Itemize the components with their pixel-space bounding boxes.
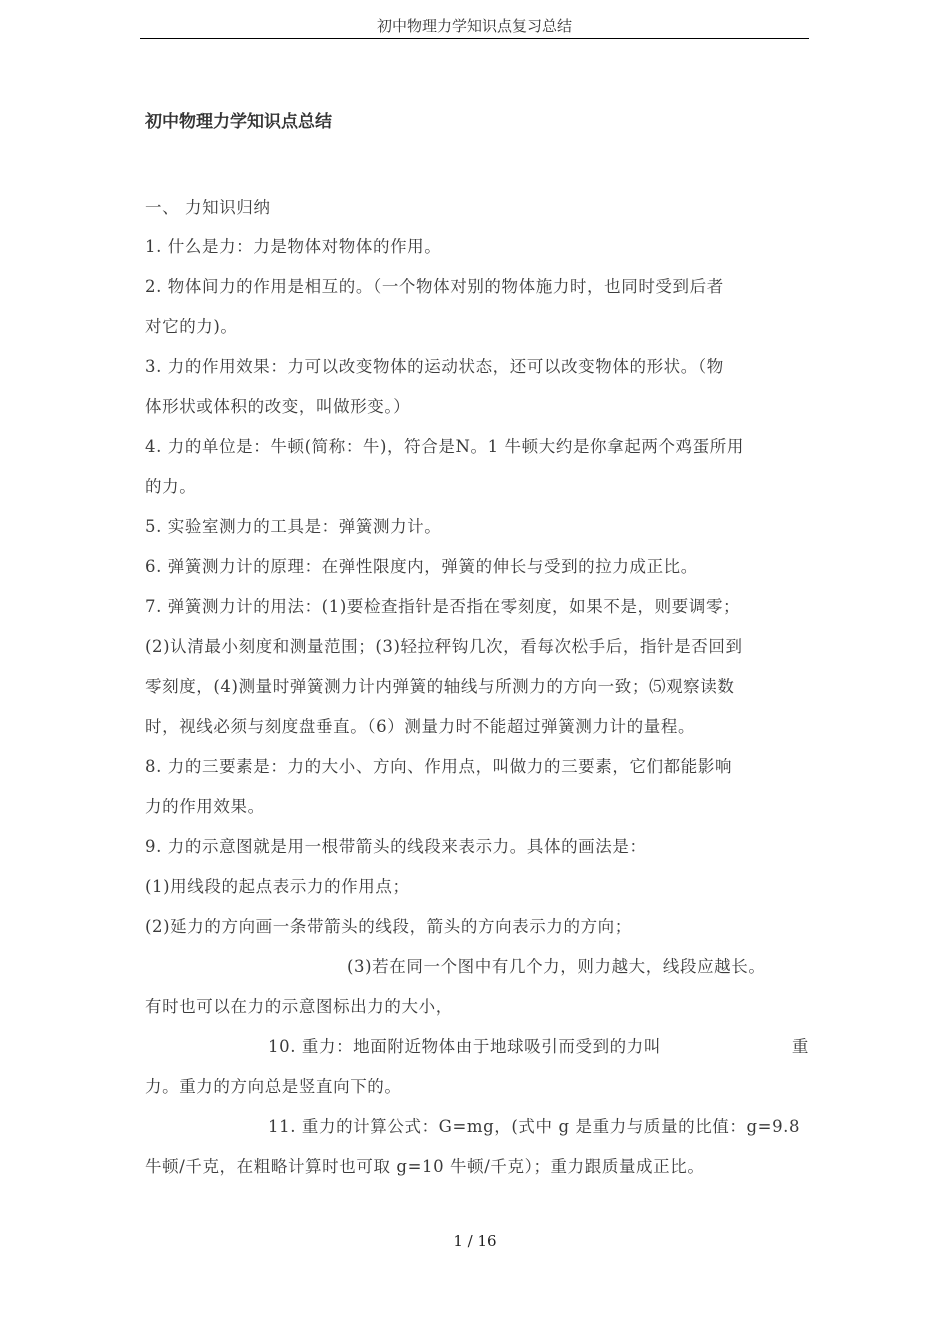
paragraph-line: 6. 弹簧测力计的原理：在弹性限度内，弹簧的伸长与受到的拉力成正比。 bbox=[145, 557, 698, 576]
paragraph-line: 1. 什么是力：力是物体对物体的作用。 bbox=[145, 237, 442, 256]
paragraph-line: 牛顿/千克，在粗略计算时也可取 g=10 牛顿/千克）；重力跟质量成正比。 bbox=[145, 1157, 705, 1176]
paragraph-line: (1)用线段的起点表示力的作用点； bbox=[145, 877, 410, 896]
paragraph-line: 11. 重力的计算公式：G=mg，(式中 g 是重力与质量的比值：g=9.8 bbox=[268, 1117, 801, 1136]
document-title: 初中物理力学知识点总结 bbox=[145, 112, 332, 132]
paragraph-line: 对它的力)。 bbox=[145, 317, 238, 336]
paragraph-line: 2. 物体间力的作用是相互的。（一个物体对别的物体施力时，也同时受到后者 bbox=[145, 277, 724, 296]
paragraph-line-left: 10. 重力：地面附近物体由于地球吸引而受到的力叫 bbox=[268, 1037, 661, 1056]
paragraph-line-right: 重 bbox=[791, 1037, 809, 1056]
paragraph-line: 8. 力的三要素是：力的大小、方向、作用点，叫做力的三要素，它们都能影响 bbox=[145, 757, 733, 776]
paragraph-line: 零刻度，(4)测量时弹簧测力计内弹簧的轴线与所测力的方向一致；⑸观察读数 bbox=[145, 677, 735, 696]
paragraph-line: 5. 实验室测力的工具是：弹簧测力计。 bbox=[145, 517, 442, 536]
page-header-title: 初中物理力学知识点复习总结 bbox=[376, 17, 572, 35]
paragraph-line: 3. 力的作用效果：力可以改变物体的运动状态，还可以改变物体的形状。（物 bbox=[145, 357, 724, 376]
section-heading: 一、 力知识归纳 bbox=[145, 198, 271, 217]
paragraph-line: 时，视线必须与刻度盘垂直。（6）测量力时不能超过弹簧测力计的量程。 bbox=[145, 717, 696, 736]
header-divider bbox=[140, 38, 809, 39]
paragraph-line: 7. 弹簧测力计的用法：(1)要检查指针是否指在零刻度，如果不是，则要调零； bbox=[145, 597, 741, 616]
paragraph-line: 力的作用效果。 bbox=[145, 797, 265, 816]
page-number: 1 / 16 bbox=[453, 1232, 497, 1250]
paragraph-line: 力。重力的方向总是竖直向下的。 bbox=[145, 1077, 402, 1096]
paragraph-line: 9. 力的示意图就是用一根带箭头的线段来表示力。具体的画法是： bbox=[145, 837, 647, 856]
paragraph-line: 的力。 bbox=[145, 477, 197, 496]
paragraph-line: (2)认清最小刻度和测量范围；(3)轻拉秤钩几次，看每次松手后，指针是否回到 bbox=[145, 637, 743, 656]
paragraph-line: 体形状或体积的改变，叫做形变。） bbox=[145, 397, 411, 416]
paragraph-line: (2)延力的方向画一条带箭头的线段，箭头的方向表示力的方向； bbox=[145, 917, 632, 936]
paragraph-line: 4. 力的单位是：牛顿(简称：牛)，符合是N。1 牛顿大约是你拿起两个鸡蛋所用 bbox=[145, 437, 744, 456]
paragraph-line: 有时也可以在力的示意图标出力的大小， bbox=[145, 997, 453, 1016]
paragraph-line: (3)若在同一个图中有几个力，则力越大，线段应越长。 bbox=[347, 957, 766, 976]
paragraph-line bbox=[268, 1034, 809, 1060]
